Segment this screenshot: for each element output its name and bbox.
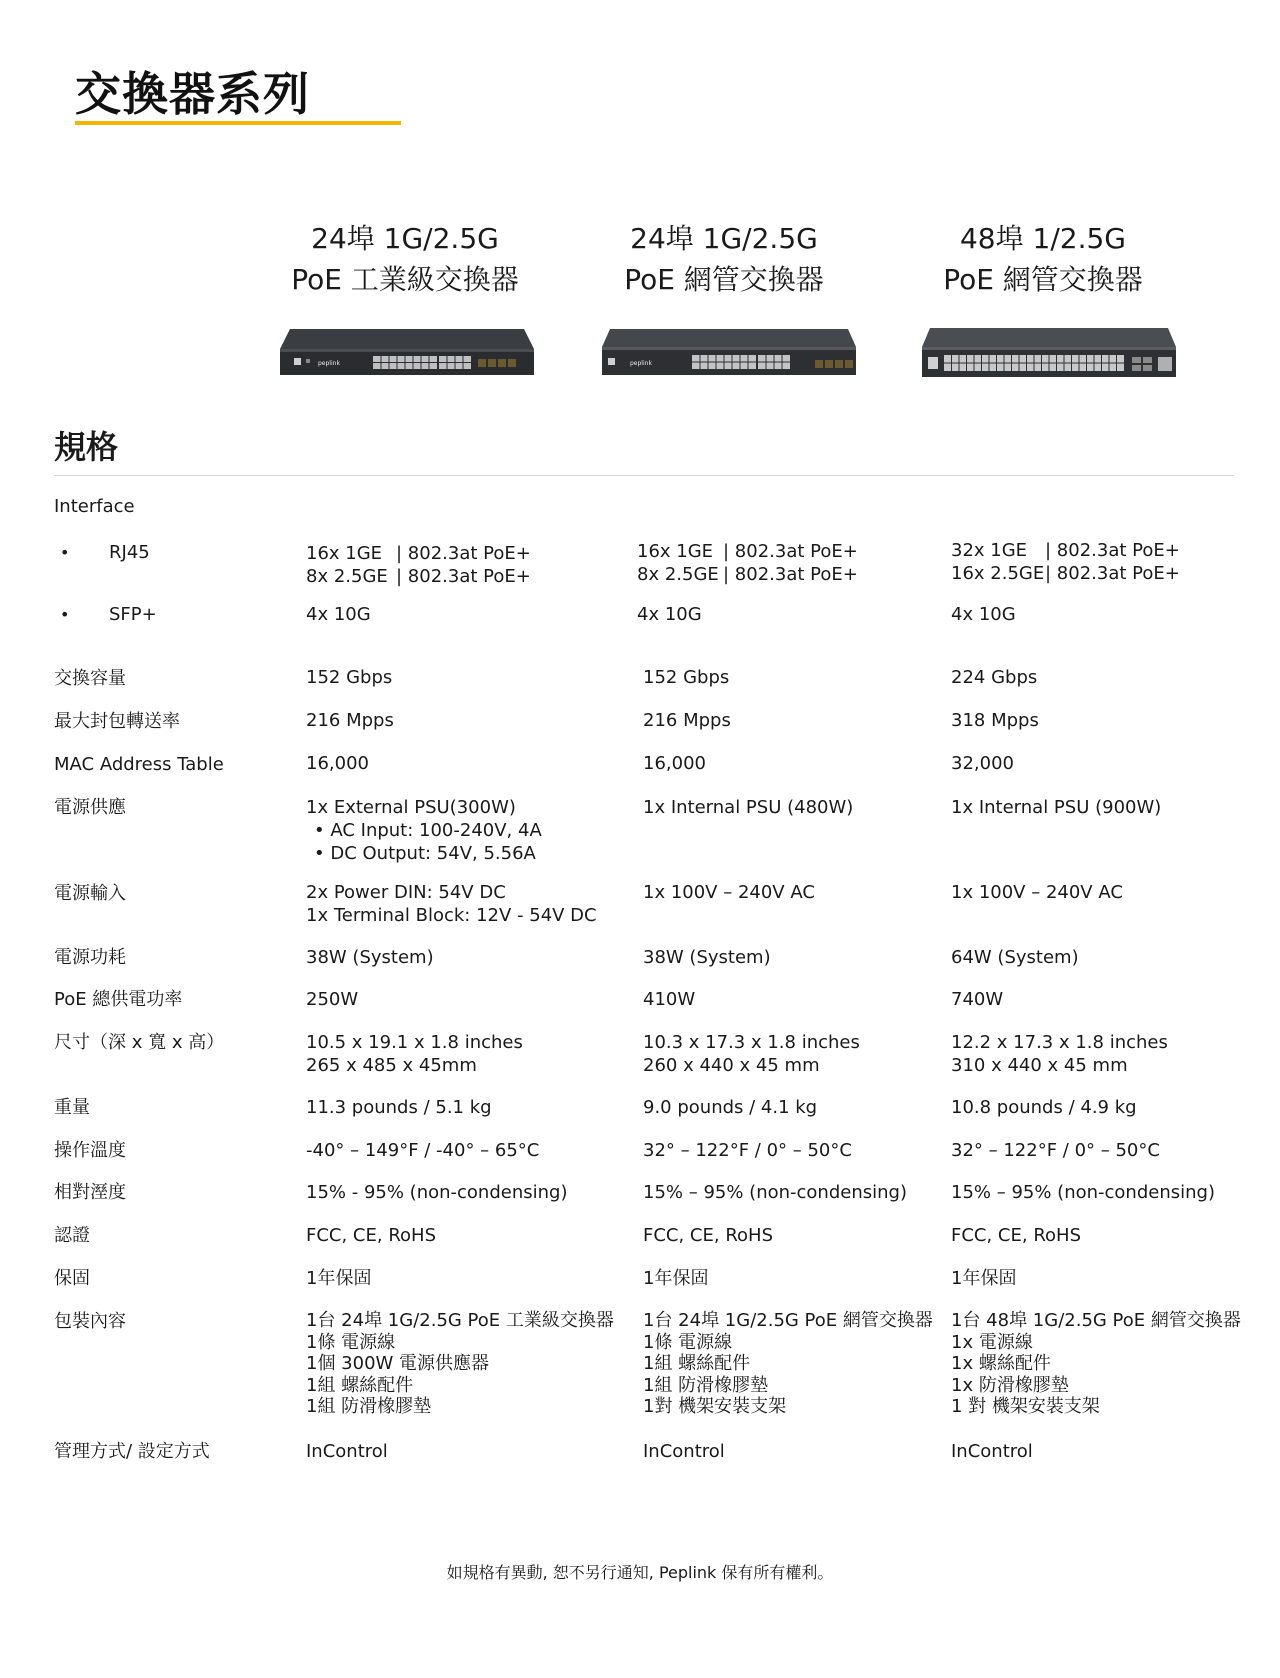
product-title-line1: 24埠 1G/2.5G (630, 222, 818, 255)
warranty-label: 保固 (54, 1268, 90, 1289)
power-consumption-label: 電源功耗 (54, 947, 126, 968)
switching-capacity-value: 224 Gbps (951, 667, 1038, 688)
spec-heading: 規格 (54, 428, 119, 466)
package-item: 1x 電源線 (951, 1331, 1033, 1353)
sfp-value: 4x 10G (637, 604, 702, 625)
rj45-poe: | 802.3at PoE+ (723, 564, 858, 585)
management-value: InControl (643, 1441, 725, 1462)
mac-table-value: 32,000 (951, 753, 1014, 774)
operating-temp-label: 操作溫度 (54, 1140, 126, 1161)
switch-image-1 (278, 327, 536, 379)
dimensions-label: 尺寸（深 x 寬 x 高） (54, 1032, 225, 1053)
warranty-value: 1年保固 (306, 1268, 372, 1289)
operating-temp-value: 32° – 122°F / 0° – 50°C (643, 1140, 852, 1161)
product-title-1 (255, 218, 555, 300)
title-underline (75, 121, 401, 125)
humidity-value: 15% – 95% (non-condensing) (951, 1182, 1215, 1203)
humidity-label: 相對溼度 (54, 1182, 126, 1203)
package-item: 1個 300W 電源供應器 (306, 1353, 490, 1374)
package-item: 1台 24埠 1G/2.5G PoE 工業級交換器 (306, 1310, 614, 1331)
dimensions-inches: 10.5 x 19.1 x 1.8 inches (306, 1032, 523, 1053)
forwarding-rate-value: 216 Mpps (643, 710, 731, 731)
product-title-line2: PoE 網管交換器 (624, 263, 824, 296)
switch-image-3 (920, 327, 1178, 379)
dimensions-mm: 265 x 485 x 45mm (306, 1055, 477, 1076)
package-item: 1條 電源線 (306, 1331, 396, 1353)
product-title-line2: PoE 工業級交換器 (291, 263, 519, 296)
switch-image-2 (600, 327, 858, 379)
switching-capacity-label: 交換容量 (54, 668, 126, 689)
rj45-ports: 16x 2.5GE (951, 563, 1045, 584)
certification-value: FCC, CE, RoHS (951, 1225, 1081, 1246)
svg-text:peplink: peplink (630, 360, 652, 367)
product-title-line1: 48埠 1/2.5G (959, 222, 1126, 255)
dimensions-inches: 12.2 x 17.3 x 1.8 inches (951, 1032, 1168, 1053)
warranty-value: 1年保固 (951, 1268, 1017, 1289)
psu-dc-output: • DC Output: 54V, 5.56A (306, 842, 542, 865)
rj45-label: RJ45 (109, 542, 150, 563)
dimensions-value (306, 1031, 523, 1077)
power-input-value: 1x 100V – 240V AC (643, 882, 815, 903)
humidity-value: 15% – 95% (non-condensing) (643, 1182, 907, 1203)
power-supply-value (306, 796, 542, 865)
psu-ac-input: • AC Input: 100-240V, 4A (306, 819, 542, 842)
switching-capacity-value: 152 Gbps (643, 667, 730, 688)
package-value (306, 1310, 614, 1418)
certification-value: FCC, CE, RoHS (306, 1225, 436, 1246)
rj45-poe: | 802.3at PoE+ (1045, 563, 1180, 584)
poe-budget-value: 250W (306, 989, 359, 1010)
package-item: 1對 機架安裝支架 (643, 1396, 787, 1417)
page-title: 交換器系列 (75, 67, 310, 121)
rj45-value (306, 542, 531, 588)
weight-value: 10.8 pounds / 4.9 kg (951, 1097, 1137, 1118)
rj45-poe: | 802.3at PoE+ (723, 541, 858, 562)
switching-capacity-value: 152 Gbps (306, 667, 393, 688)
power-supply-label: 電源供應 (54, 797, 126, 818)
forwarding-rate-value: 318 Mpps (951, 710, 1039, 731)
product-title-2 (574, 218, 874, 300)
power-consumption-value: 38W (System) (306, 947, 434, 968)
certification-label: 認證 (54, 1225, 90, 1246)
power-input-value: 1x 100V – 240V AC (951, 882, 1123, 903)
package-value (643, 1310, 933, 1418)
power-input-line: 1x Terminal Block: 12V - 54V DC (306, 905, 597, 926)
package-item: 1x 防滑橡膠墊 (951, 1374, 1069, 1396)
mac-table-value: 16,000 (306, 753, 369, 774)
psu-line: 1x External PSU(300W) (306, 797, 516, 818)
dimensions-mm: 260 x 440 x 45 mm (643, 1055, 820, 1076)
package-item: 1條 電源線 (643, 1331, 733, 1353)
mac-table-label: MAC Address Table (54, 754, 224, 775)
rj45-ports: 16x 1GE (637, 541, 714, 562)
package-item: 1組 螺絲配件 (643, 1353, 751, 1374)
forwarding-rate-label: 最大封包轉送率 (54, 711, 180, 732)
package-item: 1x 螺絲配件 (951, 1353, 1051, 1374)
rj45-ports: 16x 1GE (306, 543, 383, 564)
package-item: 1台 48埠 1G/2.5G PoE 網管交換器 (951, 1310, 1241, 1331)
svg-text:peplink: peplink (318, 360, 340, 367)
poe-budget-value: 410W (643, 989, 696, 1010)
package-item: 1台 24埠 1G/2.5G PoE 網管交換器 (643, 1310, 933, 1331)
package-item: 1組 螺絲配件 (306, 1374, 414, 1396)
power-supply-value: 1x Internal PSU (480W) (643, 797, 854, 818)
product-title-3 (893, 218, 1193, 300)
footer-note: 如規格有異動, 恕不另行通知, Peplink 保有所有權利。 (446, 1563, 834, 1582)
package-item: 1組 防滑橡膠墊 (643, 1374, 769, 1396)
certification-value: FCC, CE, RoHS (643, 1225, 773, 1246)
package-value (951, 1310, 1241, 1418)
interface-label: Interface (54, 496, 135, 517)
operating-temp-value: 32° – 122°F / 0° – 50°C (951, 1140, 1160, 1161)
bullet-icon: • (60, 605, 70, 624)
management-value: InControl (951, 1441, 1033, 1462)
bullet-icon: • (60, 543, 70, 562)
rj45-ports: 32x 1GE (951, 540, 1028, 561)
power-supply-value: 1x Internal PSU (900W) (951, 797, 1162, 818)
power-consumption-value: 64W (System) (951, 947, 1079, 968)
rj45-ports: 8x 2.5GE (306, 566, 388, 587)
power-input-label: 電源輸入 (54, 883, 126, 904)
rj45-value (637, 540, 858, 586)
operating-temp-value: -40° – 149°F / -40° – 65°C (306, 1140, 540, 1161)
power-input-line: 2x Power DIN: 54V DC (306, 882, 506, 903)
weight-value: 9.0 pounds / 4.1 kg (643, 1097, 818, 1118)
poe-budget-value: 740W (951, 989, 1004, 1010)
management-value: InControl (306, 1441, 388, 1462)
warranty-value: 1年保固 (643, 1268, 709, 1289)
sfp-value: 4x 10G (951, 604, 1016, 625)
power-consumption-value: 38W (System) (643, 947, 771, 968)
dimensions-value (643, 1031, 860, 1077)
power-input-value (306, 881, 597, 927)
rj45-poe: | 802.3at PoE+ (396, 543, 531, 564)
rj45-poe: | 802.3at PoE+ (1045, 540, 1180, 561)
package-label: 包裝內容 (54, 1311, 126, 1332)
product-title-line2: PoE 網管交換器 (943, 263, 1143, 296)
sfp-value: 4x 10G (306, 604, 371, 625)
rj45-value (951, 539, 1180, 585)
package-item: 1 對 機架安裝支架 (951, 1396, 1100, 1417)
rj45-poe: | 802.3at PoE+ (396, 566, 531, 587)
divider (54, 475, 1234, 476)
humidity-value: 15% - 95% (non-condensing) (306, 1182, 568, 1203)
package-item: 1組 防滑橡膠墊 (306, 1396, 432, 1417)
dimensions-value (951, 1031, 1168, 1077)
poe-budget-label: PoE 總供電功率 (54, 989, 183, 1010)
product-title-line1: 24埠 1G/2.5G (311, 222, 499, 255)
dimensions-inches: 10.3 x 17.3 x 1.8 inches (643, 1032, 860, 1053)
mac-table-value: 16,000 (643, 753, 706, 774)
management-label: 管理方式/ 設定方式 (54, 1441, 210, 1462)
rj45-ports: 8x 2.5GE (637, 564, 719, 585)
weight-value: 11.3 pounds / 5.1 kg (306, 1097, 492, 1118)
sfp-label: SFP+ (109, 604, 157, 625)
forwarding-rate-value: 216 Mpps (306, 710, 394, 731)
dimensions-mm: 310 x 440 x 45 mm (951, 1055, 1128, 1076)
weight-label: 重量 (54, 1097, 90, 1118)
